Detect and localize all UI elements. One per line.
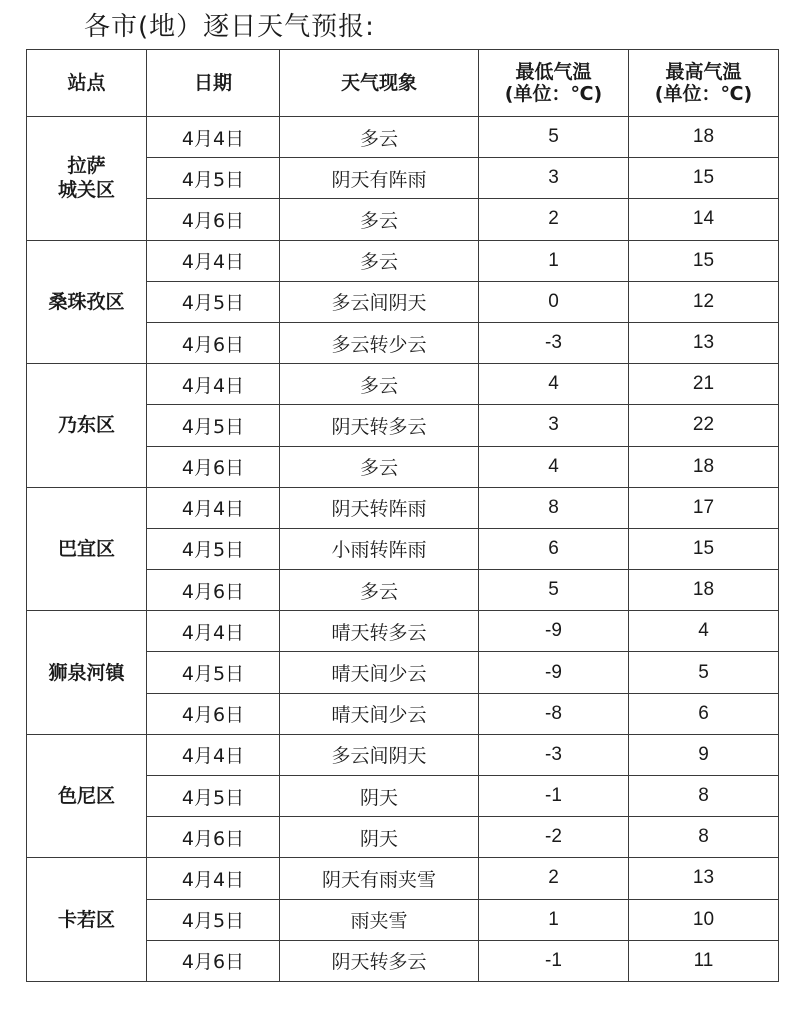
high-temp-cell: 15 (629, 158, 779, 199)
date-cell: 4月6日 (147, 570, 280, 611)
low-temp-cell: -3 (479, 322, 629, 363)
station-name-cell (27, 734, 147, 858)
header-station: 站点 (27, 50, 147, 117)
weather-cell: 阴天 (280, 817, 479, 858)
weather-cell: 多云转少云 (280, 322, 479, 363)
header-high-temp-label: 最高气温 (665, 61, 742, 83)
header-low-temp-label: 最低气温 (515, 61, 592, 83)
station-name-text: 卡若区 (57, 908, 115, 931)
table-row (27, 364, 779, 405)
weather-cell: 晴天间少云 (280, 693, 479, 734)
high-temp-cell: 11 (629, 940, 779, 981)
low-temp-cell: 3 (479, 158, 629, 199)
date-cell: 4月6日 (147, 199, 280, 240)
document-title: 各市(地）逐日天气预报: (84, 12, 375, 42)
date-cell: 4月6日 (147, 940, 280, 981)
station-name-cell (27, 858, 147, 982)
table-row (27, 611, 779, 652)
table-row (27, 487, 779, 528)
header-high-temp-unit: (单位：℃) (654, 83, 753, 105)
date-cell: 4月4日 (147, 117, 280, 158)
low-temp-cell: 4 (479, 446, 629, 487)
header-low-temp-unit: (单位：℃) (504, 83, 603, 105)
weather-cell: 阴天转多云 (280, 405, 479, 446)
station-name-text: 桑珠孜区 (48, 290, 125, 313)
station-name-cell (27, 611, 147, 735)
weather-cell: 多云 (280, 364, 479, 405)
station-name-text: 拉萨 (67, 155, 106, 178)
table-row (27, 734, 779, 775)
table-header (27, 50, 779, 117)
date-cell: 4月6日 (147, 693, 280, 734)
low-temp-cell: 2 (479, 858, 629, 899)
station-name-text: 狮泉河镇 (48, 661, 125, 684)
station-name-cell (27, 117, 147, 241)
high-temp-cell: 4 (629, 611, 779, 652)
table-row (27, 117, 779, 158)
date-cell: 4月5日 (147, 158, 280, 199)
high-temp-cell: 13 (629, 858, 779, 899)
high-temp-cell: 17 (629, 487, 779, 528)
low-temp-cell: 5 (479, 117, 629, 158)
date-cell: 4月6日 (147, 817, 280, 858)
station-name-cell (27, 364, 147, 488)
weather-cell: 阴天 (280, 776, 479, 817)
header-high-temp (629, 50, 779, 117)
station-name-text: 色尼区 (57, 785, 115, 808)
weather-cell: 阴天转阵雨 (280, 487, 479, 528)
low-temp-cell: -9 (479, 652, 629, 693)
weather-cell: 多云 (280, 570, 479, 611)
high-temp-cell: 8 (629, 817, 779, 858)
low-temp-cell: -2 (479, 817, 629, 858)
date-cell: 4月4日 (147, 858, 280, 899)
table-row (27, 240, 779, 281)
weather-cell: 多云 (280, 117, 479, 158)
weather-cell: 多云间阴天 (280, 734, 479, 775)
low-temp-cell: -9 (479, 611, 629, 652)
high-temp-cell: 6 (629, 693, 779, 734)
weather-cell: 阴天有雨夹雪 (280, 858, 479, 899)
low-temp-cell: -3 (479, 734, 629, 775)
low-temp-cell: 0 (479, 281, 629, 322)
low-temp-cell: -8 (479, 693, 629, 734)
weather-cell: 多云间阴天 (280, 281, 479, 322)
weather-cell: 雨夹雪 (280, 899, 479, 940)
date-cell: 4月5日 (147, 776, 280, 817)
weather-cell: 晴天转多云 (280, 611, 479, 652)
header-weather: 天气现象 (280, 50, 479, 117)
date-cell: 4月4日 (147, 611, 280, 652)
high-temp-cell: 18 (629, 570, 779, 611)
weather-cell: 多云 (280, 446, 479, 487)
date-cell: 4月5日 (147, 899, 280, 940)
date-cell: 4月6日 (147, 446, 280, 487)
date-cell: 4月4日 (147, 240, 280, 281)
high-temp-cell: 18 (629, 117, 779, 158)
low-temp-cell: 8 (479, 487, 629, 528)
high-temp-cell: 15 (629, 528, 779, 569)
weather-cell: 多云 (280, 199, 479, 240)
date-cell: 4月4日 (147, 487, 280, 528)
weather-cell: 阴天转多云 (280, 940, 479, 981)
forecast-table (26, 49, 779, 982)
date-cell: 4月5日 (147, 652, 280, 693)
weather-cell: 阴天有阵雨 (280, 158, 479, 199)
low-temp-cell: 5 (479, 570, 629, 611)
high-temp-cell: 22 (629, 405, 779, 446)
low-temp-cell: 2 (479, 199, 629, 240)
high-temp-cell: 13 (629, 322, 779, 363)
date-cell: 4月5日 (147, 405, 280, 446)
table-row (27, 858, 779, 899)
high-temp-cell: 21 (629, 364, 779, 405)
date-cell: 4月6日 (147, 322, 280, 363)
weather-cell: 小雨转阵雨 (280, 528, 479, 569)
high-temp-cell: 12 (629, 281, 779, 322)
low-temp-cell: 1 (479, 899, 629, 940)
high-temp-cell: 5 (629, 652, 779, 693)
station-name-text: 城关区 (57, 179, 115, 202)
high-temp-cell: 18 (629, 446, 779, 487)
date-cell: 4月4日 (147, 364, 280, 405)
low-temp-cell: 4 (479, 364, 629, 405)
high-temp-cell: 15 (629, 240, 779, 281)
station-name-cell (27, 487, 147, 611)
high-temp-cell: 9 (629, 734, 779, 775)
date-cell: 4月5日 (147, 281, 280, 322)
header-date: 日期 (147, 50, 280, 117)
high-temp-cell: 8 (629, 776, 779, 817)
station-name-text: 乃东区 (57, 414, 115, 437)
low-temp-cell: -1 (479, 940, 629, 981)
date-cell: 4月4日 (147, 734, 280, 775)
header-low-temp (479, 50, 629, 117)
station-name-cell (27, 240, 147, 364)
low-temp-cell: 1 (479, 240, 629, 281)
low-temp-cell: 6 (479, 528, 629, 569)
low-temp-cell: -1 (479, 776, 629, 817)
header-row (27, 50, 779, 117)
weather-cell: 多云 (280, 240, 479, 281)
station-name-text: 巴宜区 (57, 537, 115, 560)
low-temp-cell: 3 (479, 405, 629, 446)
high-temp-cell: 10 (629, 899, 779, 940)
weather-cell: 晴天间少云 (280, 652, 479, 693)
date-cell: 4月5日 (147, 528, 280, 569)
table-body (27, 117, 779, 982)
high-temp-cell: 14 (629, 199, 779, 240)
